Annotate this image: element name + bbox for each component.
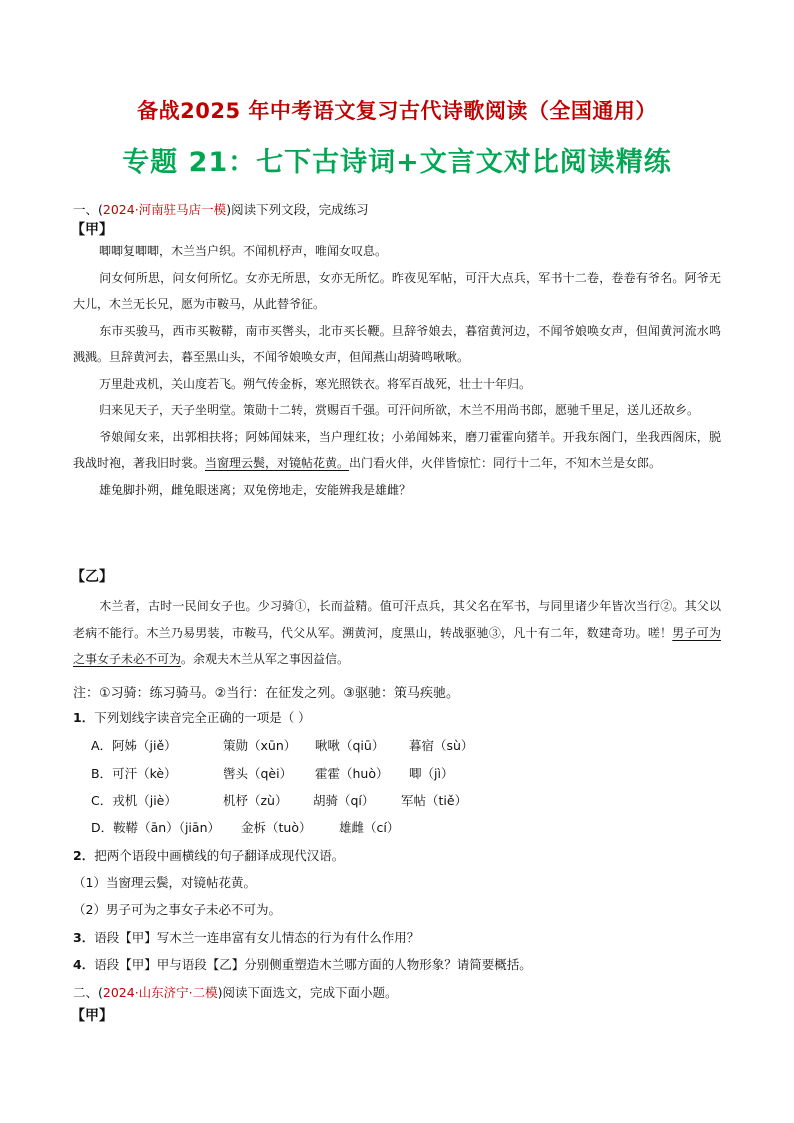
question-1: 1．下列划线字读音完全正确的一项是（ ） [73, 710, 311, 725]
section2-source: 2024·山东济宁·二模 [102, 985, 218, 1000]
document-subtitle: 专题 21：七下古诗词+文言文对比阅读精练 [122, 147, 672, 178]
yi-passage: 木兰者，古时一民间女子也。少习骑①，长而益精。值可汗点兵，其父名在军书，与同里诸少年皆次当行②。其父以老病不能行。木兰乃易男装，市鞍马，代父从军。溯黄河，度黑山，转战驱驰③，凡十有二年，数建奇功。嗟！男子可为之事女子未必不可为。余观夫木兰从军之事因益信。 [73, 599, 721, 666]
section2-jia-label: 【甲】 [71, 1008, 113, 1024]
document-page: 备战2025 年中考语文复习古代诗歌阅读（全国通用） 专题 21：七下古诗词+文言文对比阅读精练 一、(2024·河南驻马店一模)阅读下列文段，完成练习 【甲】 唧唧复唧唧，木兰当户织。不闻机杼声，唯闻女叹息。 问女何所思，问女何所忆。女亦无所思，女亦无所忆。昨夜见军帖，可汗大点兵，军书十二卷，卷卷有爷名。阿爷无大儿，木兰无长兄，愿为市鞍马，从此替爷征。 东市买骏马，西市买鞍鞯，南市买辔头，北市买长鞭。旦辞爷娘去，暮宿黄河边，不闻爷娘唤女声，但闻黄河流水鸣溅溅。旦辞黄河去，暮至黑山头，不闻爷娘唤女声，但闻燕山胡骑鸣啾啾。 万里赴戎机，关山度若飞。朔气传金柝，寒光照铁衣。将军百战死，壮士十年归。 归来见天子，天子坐明堂。策勋十二转，赏赐百千强。可汗问所欲，木兰不用尚书郎，愿驰千里足，送儿还故乡。 爷娘闻女来，出郭相扶将；阿姊闻妹来，当户理红妆；小弟闻姊来，磨刀霍霍向猪羊。开我东阁门，坐我西阁床，脱我战时袍，著我旧时裳。当窗理云鬓，对镜帖花黄。出门看火伴，火伴皆惊忙：同行十二年，不知木兰是女郎。 雄兔脚扑朔，雌兔眼迷离；双兔傍地走，安能辨我是雄雌？ 【乙】 木兰者，古时一民间女子也。少习骑①，长而益精。值可汗点兵，其父名在军书，与同里诸少年皆次当行②。其父以老病不能行。木兰乃易男装，市鞍马，代父从军。溯黄河，度黑山，转战驱驰③，凡十有二年，数建奇功。嗟！男子可为之事女子未必不可为。余观夫木兰从军之事因益信。 注：①习骑：练习骑马。②当行：在征发之列。③驱驰：策马疾驰。 1．下列划线字读音完全正确的一项是（ ） A．阿姊（jiě） 策勋（xūn） 啾啾（qiū） 暮宿（sù） B．可汗（kè） 辔头（qèi） 霍霍（huò） 唧（jì） C．戎机（jiè） 机杼（zù） 胡骑（qí） 军帖（tiě） D．鞍鞯（ān）（jiān） 金柝（tuò） 雄雌（cí） 2．把两个语段中画横线的句子翻译成现代汉语。 （1）当窗理云鬓，对镜帖花黄。 （2）男子可为之事女子未必不可为。 3．语段【甲】写木兰一连串富有女儿情态的行为有什么作用？ 4．语段【甲】甲与语段【乙】分别侧重塑造木兰哪方面的人物形象？请简要概括。 二、(2024·山东济宁·二模)阅读下面选文，完成下面小题。 【甲】 [0, 0, 794, 1123]
jia-paragraph: 归来见天子，天子坐明堂。策勋十二转，赏赐百千强。可汗问所欲，木兰不用尚书郎，愿驰千里足，送儿还故乡。 [99, 403, 700, 417]
underlined-sentence: 男子可为之事女子未必不可为 [73, 625, 721, 666]
yi-label: 【乙】 [71, 569, 113, 585]
document-title: 备战2025 年中考语文复习古代诗歌阅读（全国通用） [137, 99, 657, 123]
section2-heading: 二、(2024·山东济宁·二模)阅读下面选文，完成下面小题。 [73, 985, 398, 1000]
question-2: 2．把两个语段中画横线的句子翻译成现代汉语。 [73, 848, 345, 863]
question-2-sub-1: （1）当窗理云鬓，对镜帖花黄。 [73, 875, 256, 890]
jia-label: 【甲】 [71, 222, 113, 238]
question-4: 4．语段【甲】甲与语段【乙】分别侧重塑造木兰哪方面的人物形象？请简要概括。 [73, 957, 532, 972]
jia-paragraph: 爷娘闻女来，出郭相扶将；阿姊闻妹来，当户理红妆；小弟闻姊来，磨刀霍霍向猪羊。开我东阁门，坐我西阁床，脱我战时袍，著我旧时裳。当窗理云鬓，对镜帖花黄。出门看火伴，火伴皆惊忙：同行十二年，不知木兰是女郎。 [73, 429, 721, 470]
underlined-sentence: 当窗理云鬓，对镜帖花黄。 [205, 456, 350, 470]
section1-source: 2024·河南驻马店一模 [102, 202, 227, 217]
question-3: 3．语段【甲】写木兰一连串富有女儿情态的行为有什么作用？ [73, 930, 420, 945]
jia-paragraph: 唧唧复唧唧，木兰当户织。不闻机杼声，唯闻女叹息。 [99, 244, 388, 258]
jia-passage [73, 238, 721, 503]
question-2-sub-2: （2）男子可为之事女子未必不可为。 [73, 902, 281, 917]
annotation-note: 注：①习骑：练习骑马。②当行：在征发之列。③驱驰：策马疾驰。 [73, 686, 459, 701]
section1-heading: 一、(2024·河南驻马店一模)阅读下列文段，完成练习 [73, 202, 369, 217]
jia-paragraph: 问女何所思，问女何所忆。女亦无所思，女亦无所忆。昨夜见军帖，可汗大点兵，军书十二卷，卷卷有爷名。阿爷无大儿，木兰无长兄，愿为市鞍马，从此替爷征。 [73, 270, 721, 311]
jia-paragraph: 东市买骏马，西市买鞍鞯，南市买辔头，北市买长鞭。旦辞爷娘去，暮宿黄河边，不闻爷娘唤女声，但闻黄河流水鸣溅溅。旦辞黄河去，暮至黑山头，不闻爷娘唤女声，但闻燕山胡骑鸣啾啾。 [73, 323, 721, 364]
jia-paragraph: 雄兔脚扑朔，雌兔眼迷离；双兔傍地走，安能辨我是雄雌？ [99, 482, 412, 497]
jia-paragraph: 万里赴戎机，关山度若飞。朔气传金柝，寒光照铁衣。将军百战死，壮士十年归。 [99, 376, 532, 391]
